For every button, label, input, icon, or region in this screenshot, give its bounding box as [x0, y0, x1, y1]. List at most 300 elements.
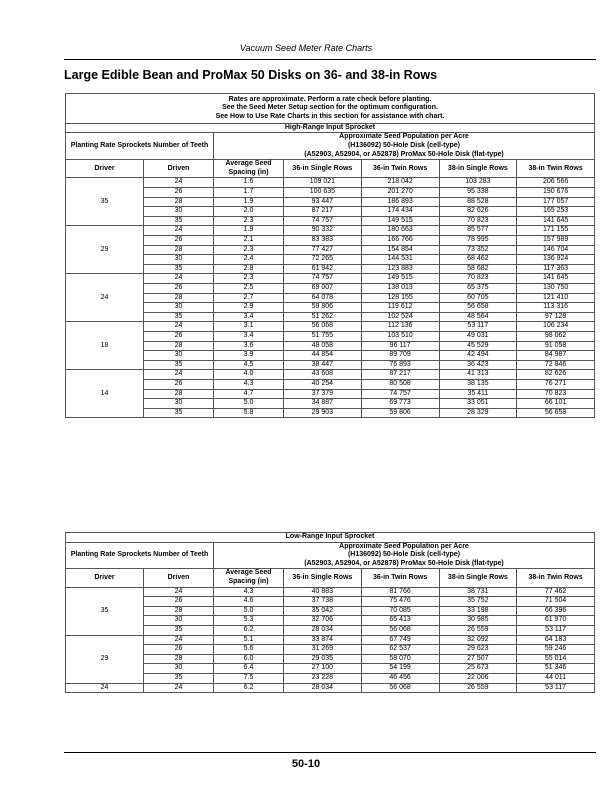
36in-single-cell: 33 874 [284, 635, 362, 645]
36in-twin-column-header: 36-in Twin Rows [361, 160, 439, 178]
36in-twin-cell: 96 117 [361, 341, 439, 351]
36in-twin-cell: 56 068 [361, 683, 439, 693]
driven-cell: 24 [144, 635, 214, 645]
38in-twin-cell: 84 987 [517, 351, 595, 361]
driven-cell: 30 [144, 351, 214, 361]
36in-single-cell: 43 608 [284, 370, 362, 380]
driver-cell [66, 379, 144, 389]
driven-cell: 28 [144, 341, 214, 351]
36in-twin-cell: 69 773 [361, 399, 439, 409]
38in-single-cell: 26 559 [439, 625, 517, 635]
38in-twin-cell: 44 011 [517, 673, 595, 683]
38in-twin-cell: 64 183 [517, 635, 595, 645]
driver-cell [66, 283, 144, 293]
spacing-cell: 2.0 [214, 207, 284, 217]
spacing-cell: 3.6 [214, 341, 284, 351]
sprocket-range-label: Low-Range Input Sprocket [66, 533, 595, 543]
driven-column-header: Driven [144, 569, 214, 587]
population-header [214, 542, 595, 569]
36in-single-cell: 37 379 [284, 389, 362, 399]
running-header: Vacuum Seed Meter Rate Charts [239, 43, 373, 53]
driver-cell: 18 [66, 341, 144, 351]
driven-cell: 30 [144, 399, 214, 409]
driver-cell [66, 645, 144, 655]
spacing-cell: 2.7 [214, 293, 284, 303]
population-line: (A52903, A52904, or A52878) ProMax 50-Hole Disk (flat-type) [304, 559, 504, 567]
38in-twin-cell: 61 970 [517, 616, 595, 626]
spacing-cell: 3.9 [214, 351, 284, 361]
36in-single-cell: 35 042 [284, 606, 362, 616]
table-head [66, 94, 595, 178]
38in-twin-cell: 113 316 [517, 303, 595, 313]
driven-cell: 26 [144, 236, 214, 246]
36in-single-cell: 93 447 [284, 197, 362, 207]
spacing-cell: 3.4 [214, 331, 284, 341]
table-row [66, 664, 595, 674]
spacing-cell: 2.8 [214, 264, 284, 274]
spacing-cell: 4.6 [214, 597, 284, 607]
note-line: See How to Use Rate Charts in this section for assistance with chart. [215, 112, 445, 120]
driver-cell [66, 178, 144, 188]
note-line: Rates are approximate. Perform a rate check before planting. [228, 96, 432, 103]
36in-twin-cell: 119 612 [361, 303, 439, 313]
38in-single-cell: 35 752 [439, 597, 517, 607]
driver-cell [66, 264, 144, 274]
spacing-cell: 3.1 [214, 322, 284, 332]
chart-notes [66, 94, 595, 124]
38in-twin-cell: 97 128 [517, 312, 595, 322]
driver-cell [66, 399, 144, 409]
driven-cell: 28 [144, 197, 214, 207]
38in-twin-cell: 177 057 [517, 197, 595, 207]
footer-rule [64, 752, 596, 753]
38in-single-cell: 30 985 [439, 616, 517, 626]
table-row [66, 293, 595, 303]
36in-twin-cell: 54 199 [361, 664, 439, 674]
table-row [66, 283, 595, 293]
38in-twin-cell: 206 566 [517, 178, 595, 188]
38in-twin-cell: 117 363 [517, 264, 595, 274]
table-row [66, 331, 595, 341]
population-line: Approximate Seed Population per Acre [339, 542, 469, 550]
driven-cell: 24 [144, 683, 214, 693]
driver-cell [66, 236, 144, 246]
table-row [66, 322, 595, 332]
table-row [66, 341, 595, 351]
38in-single-cell: 29 623 [439, 645, 517, 655]
38in-single-cell: 82 626 [439, 207, 517, 217]
spacing-cell: 5.6 [214, 645, 284, 655]
38in-single-column-header: 38-in Single Rows [439, 160, 517, 178]
36in-single-cell: 37 738 [284, 597, 362, 607]
driven-cell: 35 [144, 408, 214, 418]
table-row [66, 587, 595, 597]
36in-twin-cell: 46 456 [361, 673, 439, 683]
38in-single-cell: 33 198 [439, 606, 517, 616]
driver-cell [66, 351, 144, 361]
table-body [66, 587, 595, 693]
population-line: Approximate Seed Population per Acre [339, 133, 469, 141]
spacing-cell: 4.0 [214, 370, 284, 380]
38in-single-cell: 85 577 [439, 226, 517, 236]
table-row [66, 389, 595, 399]
36in-twin-cell: 59 806 [361, 408, 439, 418]
spacing-cell: 6.4 [214, 664, 284, 674]
section-title: Large Edible Bean and ProMax 50 Disks on 36- and 38-in Rows [64, 68, 438, 82]
driver-cell: 24 [66, 683, 144, 693]
36in-single-cell: 51 262 [284, 312, 362, 322]
38in-single-cell: 25 673 [439, 664, 517, 674]
38in-single-cell: 28 329 [439, 408, 517, 418]
driver-cell [66, 625, 144, 635]
36in-twin-cell: 154 854 [361, 245, 439, 255]
driven-cell: 26 [144, 597, 214, 607]
38in-twin-cell: 66 101 [517, 399, 595, 409]
38in-single-cell: 32 092 [439, 635, 517, 645]
driver-cell: 14 [66, 389, 144, 399]
spacing-cell: 2.9 [214, 303, 284, 313]
38in-single-cell: 48 564 [439, 312, 517, 322]
driver-cell [66, 312, 144, 322]
spacing-cell: 4.5 [214, 360, 284, 370]
driven-cell: 28 [144, 245, 214, 255]
table-row [66, 683, 595, 693]
driven-column-header: Driven [144, 160, 214, 178]
driven-cell: 28 [144, 293, 214, 303]
driven-cell: 26 [144, 645, 214, 655]
36in-twin-cell: 180 663 [361, 226, 439, 236]
table-row [66, 245, 595, 255]
38in-twin-cell: 76 271 [517, 379, 595, 389]
38in-single-cell: 22 006 [439, 673, 517, 683]
table-row [66, 207, 595, 217]
38in-twin-cell: 165 253 [517, 207, 595, 217]
spacing-cell: 5.0 [214, 399, 284, 409]
38in-single-cell: 65 375 [439, 283, 517, 293]
38in-single-cell: 53 117 [439, 322, 517, 332]
38in-single-cell: 58 682 [439, 264, 517, 274]
36in-single-cell: 28 034 [284, 625, 362, 635]
38in-twin-cell: 141 645 [517, 274, 595, 284]
36in-twin-cell: 65 413 [361, 616, 439, 626]
driven-cell: 35 [144, 312, 214, 322]
38in-twin-cell: 121 410 [517, 293, 595, 303]
36in-single-column-header: 36-in Single Rows [284, 569, 362, 587]
38in-single-cell: 60 705 [439, 293, 517, 303]
spacing-cell: 5.8 [214, 408, 284, 418]
36in-single-cell: 48 058 [284, 341, 362, 351]
38in-single-cell: 78 995 [439, 236, 517, 246]
36in-single-cell: 31 269 [284, 645, 362, 655]
driver-cell [66, 673, 144, 683]
table-row [66, 264, 595, 274]
driven-cell: 24 [144, 322, 214, 332]
36in-single-cell: 38 447 [284, 360, 362, 370]
table-row [66, 255, 595, 265]
36in-single-cell: 87 217 [284, 207, 362, 217]
38in-single-cell: 38 135 [439, 379, 517, 389]
table-row [66, 645, 595, 655]
population-line: (A52903, A52904, or A52878) ProMax 50-Hole Disk (flat-type) [304, 150, 504, 158]
table-row [66, 197, 595, 207]
36in-twin-cell: 149 515 [361, 274, 439, 284]
36in-single-cell: 59 806 [284, 303, 362, 313]
36in-single-cell: 28 034 [284, 683, 362, 693]
driver-cell [66, 226, 144, 236]
38in-twin-cell: 59 246 [517, 645, 595, 655]
38in-single-cell: 38 731 [439, 587, 517, 597]
driver-cell [66, 635, 144, 645]
spacing-cell: 4.3 [214, 379, 284, 389]
38in-single-cell: 73 352 [439, 245, 517, 255]
36in-twin-cell: 89 709 [361, 351, 439, 361]
spacing-cell: 2.5 [214, 283, 284, 293]
38in-twin-column-header: 38-in Twin Rows [517, 160, 595, 178]
36in-twin-cell: 87 217 [361, 370, 439, 380]
driver-cell [66, 303, 144, 313]
driver-cell [66, 216, 144, 226]
36in-twin-cell: 138 013 [361, 283, 439, 293]
table-row [66, 178, 595, 188]
36in-single-cell: 61 942 [284, 264, 362, 274]
38in-single-cell: 27 507 [439, 654, 517, 664]
driven-cell: 26 [144, 283, 214, 293]
36in-twin-cell: 75 476 [361, 597, 439, 607]
driven-cell: 35 [144, 673, 214, 683]
driver-cell [66, 587, 144, 597]
table-row [66, 616, 595, 626]
spacing-column-header: Average Seed Spacing (in) [214, 160, 284, 178]
36in-single-cell: 34 887 [284, 399, 362, 409]
36in-single-cell: 32 706 [284, 616, 362, 626]
36in-twin-cell: 174 434 [361, 207, 439, 217]
driven-cell: 24 [144, 226, 214, 236]
36in-single-cell: 77 427 [284, 245, 362, 255]
36in-twin-cell: 70 085 [361, 606, 439, 616]
spacing-cell: 1.9 [214, 226, 284, 236]
36in-single-cell: 69 007 [284, 283, 362, 293]
driver-cell: 35 [66, 606, 144, 616]
driver-column-header: Driver [66, 569, 144, 587]
36in-single-cell: 23 228 [284, 673, 362, 683]
38in-twin-column-header: 38-in Twin Rows [517, 569, 595, 587]
driver-cell [66, 188, 144, 198]
table-row [66, 351, 595, 361]
36in-twin-cell: 81 766 [361, 587, 439, 597]
38in-single-column-header: 38-in Single Rows [439, 569, 517, 587]
driver-cell [66, 331, 144, 341]
driver-cell: 29 [66, 245, 144, 255]
driver-cell [66, 408, 144, 418]
table-row [66, 236, 595, 246]
36in-single-cell: 51 755 [284, 331, 362, 341]
38in-single-cell: 26 559 [439, 683, 517, 693]
driver-cell [66, 274, 144, 284]
38in-twin-cell: 72 846 [517, 360, 595, 370]
spacing-cell: 5.0 [214, 606, 284, 616]
36in-twin-cell: 201 270 [361, 188, 439, 198]
spacing-cell: 4.3 [214, 587, 284, 597]
low-range-rate-table [65, 532, 595, 693]
36in-single-cell: 56 068 [284, 322, 362, 332]
driven-cell: 35 [144, 360, 214, 370]
driven-cell: 30 [144, 255, 214, 265]
driven-cell: 30 [144, 303, 214, 313]
driven-cell: 24 [144, 370, 214, 380]
38in-twin-cell: 77 462 [517, 587, 595, 597]
table-row [66, 188, 595, 198]
36in-twin-cell: 103 510 [361, 331, 439, 341]
38in-single-cell: 70 823 [439, 274, 517, 284]
table-row [66, 597, 595, 607]
driven-cell: 35 [144, 625, 214, 635]
36in-twin-cell: 80 508 [361, 379, 439, 389]
table-row [66, 216, 595, 226]
38in-single-cell: 68 462 [439, 255, 517, 265]
38in-twin-cell: 146 704 [517, 245, 595, 255]
driven-cell: 26 [144, 379, 214, 389]
36in-twin-cell: 218 042 [361, 178, 439, 188]
spacing-cell: 1.9 [214, 197, 284, 207]
38in-twin-cell: 157 989 [517, 236, 595, 246]
36in-single-cell: 40 883 [284, 587, 362, 597]
38in-single-cell: 42 494 [439, 351, 517, 361]
36in-twin-cell: 74 757 [361, 389, 439, 399]
table-row [66, 312, 595, 322]
driver-cell [66, 322, 144, 332]
driver-cell [66, 255, 144, 265]
table-row [66, 226, 595, 236]
driven-cell: 30 [144, 207, 214, 217]
driver-cell [66, 370, 144, 380]
36in-twin-cell: 58 070 [361, 654, 439, 664]
planting-rate-header: Planting Rate Sprockets Number of Teeth [66, 133, 214, 160]
38in-twin-cell: 98 062 [517, 331, 595, 341]
table-row [66, 654, 595, 664]
population-line: (H136092) 50-Hole Disk (cell-type) [347, 142, 461, 150]
population-header [214, 133, 595, 160]
spacing-cell: 2.3 [214, 216, 284, 226]
spacing-cell: 2.1 [214, 236, 284, 246]
38in-twin-cell: 130 750 [517, 283, 595, 293]
38in-twin-cell: 91 058 [517, 341, 595, 351]
38in-twin-cell: 66 396 [517, 606, 595, 616]
table-row [66, 606, 595, 616]
36in-twin-column-header: 36-in Twin Rows [361, 569, 439, 587]
driven-cell: 26 [144, 331, 214, 341]
header-rule [64, 59, 596, 60]
spacing-cell: 2.3 [214, 245, 284, 255]
driver-column-header: Driver [66, 160, 144, 178]
38in-twin-cell: 56 658 [517, 408, 595, 418]
36in-twin-cell: 166 766 [361, 236, 439, 246]
spacing-cell: 3.4 [214, 312, 284, 322]
driver-cell: 29 [66, 654, 144, 664]
driven-cell: 24 [144, 178, 214, 188]
driven-cell: 30 [144, 664, 214, 674]
table-row [66, 370, 595, 380]
table-row [66, 303, 595, 313]
36in-twin-cell: 123 883 [361, 264, 439, 274]
38in-twin-cell: 106 234 [517, 322, 595, 332]
36in-single-cell: 109 021 [284, 178, 362, 188]
36in-single-cell: 64 078 [284, 293, 362, 303]
38in-single-cell: 33 051 [439, 399, 517, 409]
36in-twin-cell: 76 893 [361, 360, 439, 370]
population-line: (H136092) 50-Hole Disk (cell-type) [347, 551, 461, 559]
36in-twin-cell: 62 537 [361, 645, 439, 655]
table-row [66, 399, 595, 409]
driven-cell: 30 [144, 616, 214, 626]
38in-single-cell: 49 031 [439, 331, 517, 341]
high-range-rate-table [65, 93, 595, 418]
38in-twin-cell: 55 014 [517, 654, 595, 664]
38in-twin-cell: 190 676 [517, 188, 595, 198]
38in-single-cell: 36 423 [439, 360, 517, 370]
table-row [66, 274, 595, 284]
table-row [66, 379, 595, 389]
driver-cell [66, 360, 144, 370]
36in-single-cell: 100 635 [284, 188, 362, 198]
36in-single-cell: 29 035 [284, 654, 362, 664]
table-row [66, 360, 595, 370]
38in-twin-cell: 53 117 [517, 625, 595, 635]
table-row [66, 625, 595, 635]
driver-cell [66, 664, 144, 674]
note-line: See the Seed Meter Setup section for the optimum configuration. [222, 104, 438, 112]
38in-single-cell: 35 411 [439, 389, 517, 399]
36in-twin-cell: 56 068 [361, 625, 439, 635]
driver-cell [66, 616, 144, 626]
36in-single-cell: 72 265 [284, 255, 362, 265]
spacing-column-header: Average Seed Spacing (in) [214, 569, 284, 587]
36in-twin-cell: 144 531 [361, 255, 439, 265]
table-head [66, 533, 595, 588]
36in-single-cell: 27 100 [284, 664, 362, 674]
driven-cell: 26 [144, 188, 214, 198]
38in-single-cell: 45 529 [439, 341, 517, 351]
38in-single-cell: 88 528 [439, 197, 517, 207]
36in-single-cell: 83 383 [284, 236, 362, 246]
38in-single-cell: 103 283 [439, 178, 517, 188]
36in-single-cell: 40 254 [284, 379, 362, 389]
driver-cell [66, 207, 144, 217]
driven-cell: 28 [144, 389, 214, 399]
36in-twin-cell: 112 136 [361, 322, 439, 332]
spacing-cell: 5.3 [214, 616, 284, 626]
38in-twin-cell: 136 924 [517, 255, 595, 265]
spacing-cell: 6.2 [214, 683, 284, 693]
38in-twin-cell: 71 504 [517, 597, 595, 607]
36in-twin-cell: 67 749 [361, 635, 439, 645]
38in-single-cell: 41 313 [439, 370, 517, 380]
38in-twin-cell: 51 346 [517, 664, 595, 674]
spacing-cell: 5.1 [214, 635, 284, 645]
table-body [66, 178, 595, 418]
sprocket-range-label: High-Range Input Sprocket [66, 123, 595, 133]
36in-twin-cell: 149 515 [361, 216, 439, 226]
36in-single-cell: 44 854 [284, 351, 362, 361]
spacing-cell: 2.4 [214, 255, 284, 265]
spacing-cell: 4.7 [214, 389, 284, 399]
38in-twin-cell: 70 823 [517, 389, 595, 399]
spacing-cell: 1.7 [214, 188, 284, 198]
driver-cell: 24 [66, 293, 144, 303]
36in-twin-cell: 128 155 [361, 293, 439, 303]
36in-twin-cell: 102 524 [361, 312, 439, 322]
table-row [66, 408, 595, 418]
planting-rate-header: Planting Rate Sprockets Number of Teeth [66, 542, 214, 569]
